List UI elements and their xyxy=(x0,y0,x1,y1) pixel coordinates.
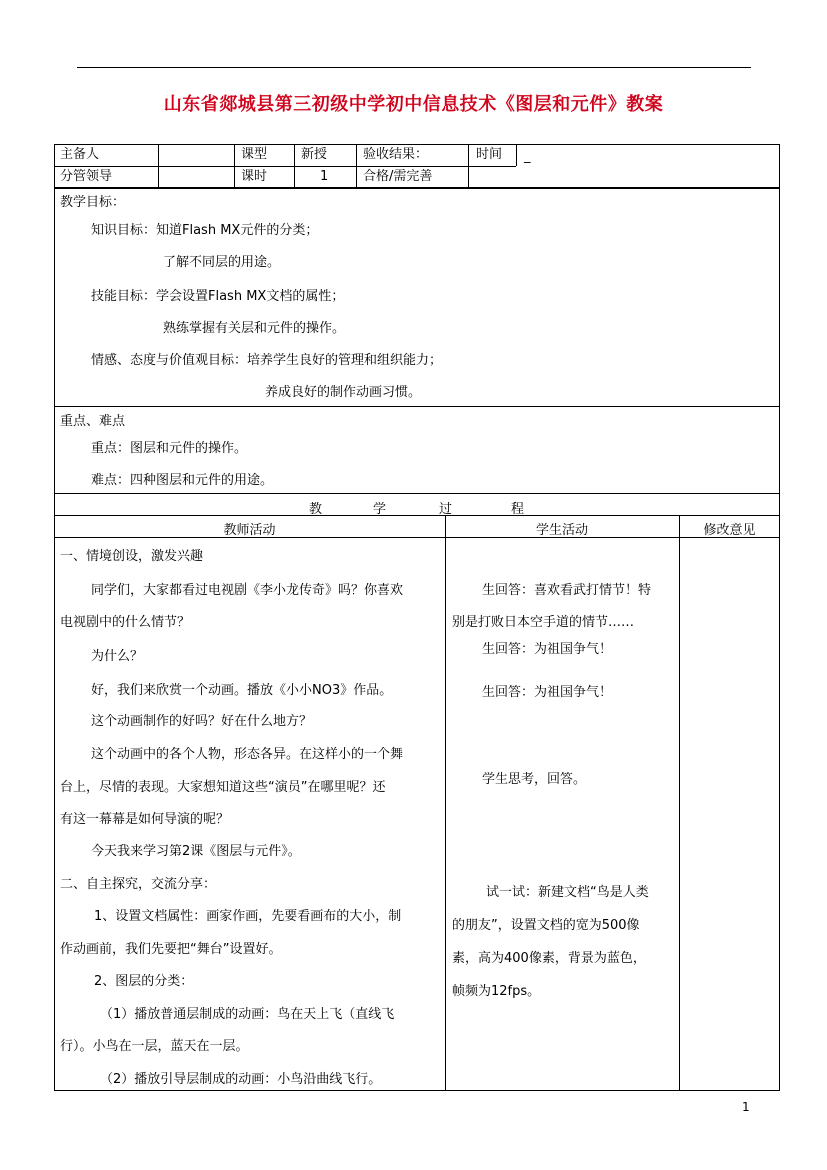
document-title: 山东省郯城县第三初级中学初中信息技术《图层和元件》教案 xyxy=(163,94,664,115)
student-line: 生回答：为祖国争气！ xyxy=(482,642,613,657)
process-heading-char: 学 xyxy=(373,502,387,517)
col-header-teacher: 教师活动 xyxy=(223,523,276,538)
value-time: _ xyxy=(524,149,531,164)
col-header-feedback: 修改意见 xyxy=(703,523,756,538)
teacher-line: 作动画前，我们先要把“舞台”设置好。 xyxy=(60,942,282,957)
teacher-line: 为什么？ xyxy=(91,649,144,664)
teacher-line: 2、图层的分类： xyxy=(94,974,194,989)
teacher-line: 台上，尽情的表现。大家想知道这些“演员”在哪里呢？还 xyxy=(60,780,386,795)
goal-line: 养成良好的制作动画习惯。 xyxy=(265,385,422,400)
student-line: 生回答：为祖国争气！ xyxy=(482,685,613,700)
goal-line: 了解不同层的用途。 xyxy=(163,255,281,270)
key-difficulty: 难点：四种图层和元件的用途。 xyxy=(91,473,274,488)
process-heading-char: 过 xyxy=(439,502,453,517)
process-heading-char: 程 xyxy=(511,502,525,517)
col-header-student: 学生活动 xyxy=(535,523,588,538)
teacher-line: 有这一幕幕是如何导演的呢？ xyxy=(60,812,230,827)
process-heading-char: 教 xyxy=(309,502,323,517)
student-line: 素，高为400像素，背景为蓝色， xyxy=(452,951,646,966)
teacher-line: 二、自主探究，交流分享： xyxy=(60,877,217,892)
teacher-line: （1）播放普通层制成的动画：鸟在天上飞（直线飞 xyxy=(100,1007,395,1022)
key-heading: 重点、难点 xyxy=(60,414,126,429)
label-periods: 课时 xyxy=(241,169,268,184)
student-line: 别是打败日本空手道的情节…… xyxy=(452,615,635,630)
teacher-line: 今天我来学习第2课《图层与元件》。 xyxy=(91,844,301,859)
teacher-line: 这个动画中的各个人物，形态各异。在这样小的一个舞 xyxy=(91,747,404,762)
student-line: 试一试：新建文档“鸟是人类 xyxy=(486,885,649,900)
goals-heading: 教学目标： xyxy=(60,195,126,210)
value-periods: 1 xyxy=(320,169,329,184)
teacher-line: （2）播放引导层制成的动画：小鸟沿曲线飞行。 xyxy=(100,1072,382,1087)
label-lesson-type: 课型 xyxy=(241,147,268,162)
teacher-line: 行）。小鸟在一层，蓝天在一层。 xyxy=(60,1039,249,1054)
teacher-line: 好，我们来欣赏一个动画。播放《小小NO3》作品。 xyxy=(91,683,393,698)
student-line: 帧频为12fps。 xyxy=(452,984,541,999)
student-line: 学生思考，回答。 xyxy=(482,772,587,787)
header-rule xyxy=(77,67,751,68)
teacher-line: 1、设置文档属性：画家作画，先要看画布的大小，制 xyxy=(94,909,402,924)
label-preparer: 主备人 xyxy=(60,147,100,162)
teacher-line: 这个动画制作的好吗？好在什么地方？ xyxy=(91,714,313,729)
key-point: 重点：图层和元件的操作。 xyxy=(91,441,248,456)
goal-line: 技能目标：学会设置Flash MX文档的属性； xyxy=(91,289,345,304)
goal-line: 情感、态度与价值观目标：培养学生良好的管理和组织能力； xyxy=(91,353,443,368)
goal-line: 知识目标：知道Flash MX元件的分类； xyxy=(91,223,319,238)
label-acceptance: 验收结果： xyxy=(363,147,429,162)
student-line: 生回答：喜欢看武打情节！特 xyxy=(482,583,652,598)
value-lesson-type: 新授 xyxy=(301,147,328,162)
value-acceptance: 合格/需完善 xyxy=(363,169,433,184)
label-supervisor: 分管领导 xyxy=(60,169,113,184)
student-line: 的朋友”，设置文档的宽为500像 xyxy=(452,918,640,933)
label-time: 时间 xyxy=(476,147,503,162)
teacher-line: 同学们，大家都看过电视剧《李小龙传奇》吗？你喜欢 xyxy=(91,583,404,598)
page-number: 1 xyxy=(742,1100,750,1114)
teacher-line: 一、情境创设，激发兴趣 xyxy=(60,549,204,564)
teacher-line: 电视剧中的什么情节？ xyxy=(60,615,191,630)
goal-line: 熟练掌握有关层和元件的操作。 xyxy=(163,321,346,336)
